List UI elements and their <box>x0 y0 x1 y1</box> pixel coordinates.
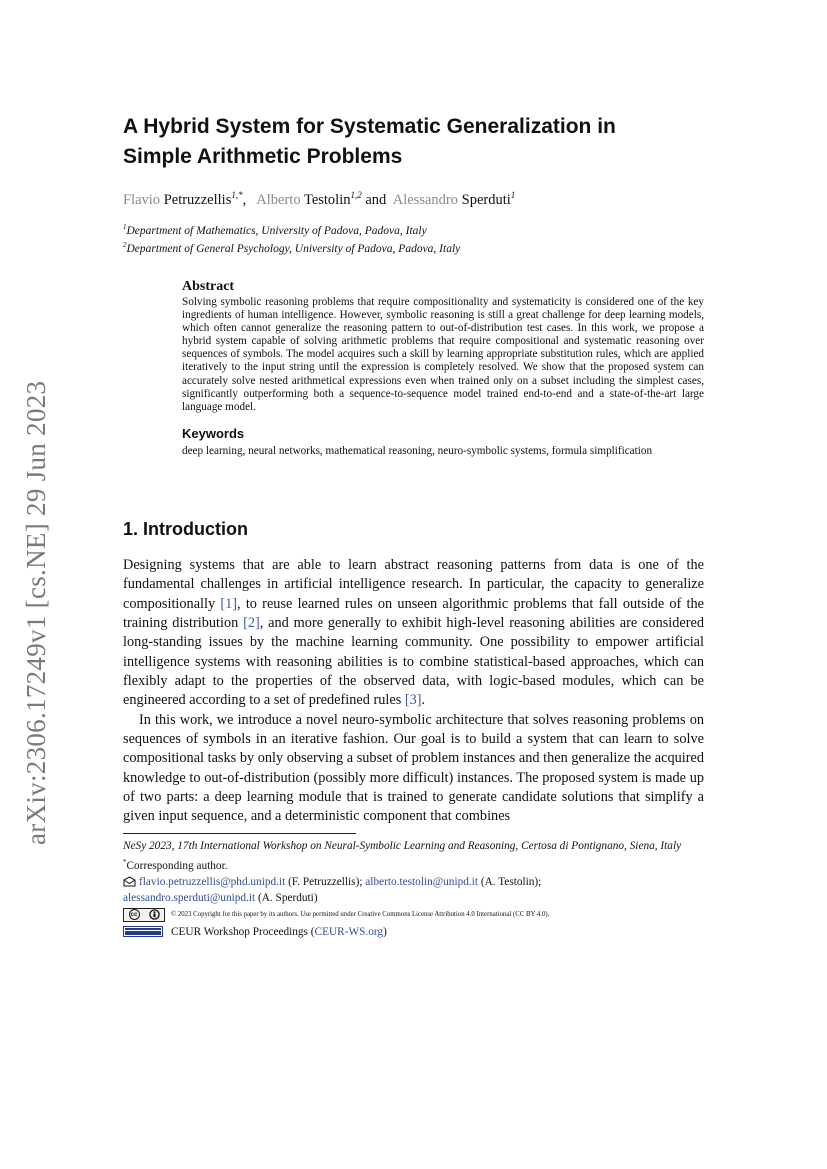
paper-title <box>123 112 723 172</box>
proceedings-row: CEUR Workshop Proceedings ( CEUR-WS.org ) <box>123 924 708 940</box>
keywords-text: deep learning, neural networks, mathematical reasoning, neuro-symbolic systems, formula simplification <box>182 444 653 457</box>
introduction-heading: 1. Introduction <box>123 519 248 539</box>
keywords-heading: Keywords <box>182 425 245 441</box>
citation-link[interactable]: [1] <box>220 595 238 612</box>
affiliation-2: $^2$Department of General Psychology, University of Padova, Padova, Italy <box>123 241 461 255</box>
footnote-divider <box>123 833 356 834</box>
license-row <box>123 908 708 922</box>
abstract-section <box>182 278 704 458</box>
cc-by-badge-icon: cc <box>123 908 165 922</box>
citation-link[interactable]: [2] <box>243 615 260 632</box>
intro-paragraph-1: Designing systems that are able to learn abstract reasoning patterns from data is one of the fundamental challenges in artificial intelligence research. In particular, the capacity to generalize compositionally [1], to reuse learned rules on unseen algorithmic problems that fall outside of the training distribution [2], and more generally to exhibit high-level reasoning abilities are considered long-standing issues by the machine learning community. One possibility to empower artificial intelligence systems with reasoning abilities is to combine statistical-based approaches, which can flexibly adapt to the properties of the observed data, with logic-based modules, which can be engineered according to a set of predefined rules [3]. <box>123 557 704 709</box>
introduction-body <box>123 556 704 827</box>
author-3: Alessandro Sperduti$^1$ <box>392 190 516 208</box>
arxiv-identifier: arXiv:2306.17249v1 [cs.NE] 29 Jun 2023 <box>21 380 51 845</box>
venue-note: NeSy 2023, 17th International Workshop on Neural-Symbolic Learning and Reasoning, Certosa di Pontignano, Siena, Italy <box>123 840 682 852</box>
corresponding-note: *Corresponding author. <box>123 858 228 872</box>
person-icon <box>149 909 160 920</box>
affiliation-1: $^1$Department of Mathematics, University of Padova, Padova, Italy <box>123 223 427 237</box>
author-1: Flavio Petruzzellis$^{1,*}$ <box>123 190 243 208</box>
footnotes <box>123 838 708 940</box>
author-2: Alberto Testolin$^{1,2}$ <box>256 190 362 208</box>
email-link-petruzzellis[interactable]: flavio.petruzzellis@phd.unipd.it <box>139 875 286 888</box>
ceur-link[interactable]: CEUR-WS.org <box>314 925 384 938</box>
intro-paragraph-2: In this work, we introduce a novel neuro-symbolic architecture that solves reasoning problems on sequences of symbols in an iterative fashion. Our goal is to build a system that can learn to solve compositional tasks by only observing a subset of problem instances and then generalize the acquired knowledge to out-of-distribution (possibly more difficult) instances. The proposed system is made up of two parts: a deep learning module that is trained to generate candidate solutions that simplify a given input sequence, and a deterministic component that combines <box>123 711 704 825</box>
author-list: Flavio Petruzzellis$^{1,*}$, Alberto Testolin$^{1,2}$ and Alessandro Sperduti$^1$ <box>123 190 516 208</box>
title-line-1: A Hybrid System for Systematic Generalization in <box>123 115 616 138</box>
email-note: flavio.petruzzellis@phd.unipd.it (F. Petruzzellis); alberto.testolin@unipd.it (A. Testolin); alessandro.sperduti@unipd.it (A. Sperduti) <box>123 875 542 904</box>
email-link-testolin[interactable]: alberto.testolin@unipd.it <box>365 875 478 888</box>
abstract-text: Solving symbolic reasoning problems that require compositionality and systematicity is considered one of the key ingredients of human intelligence. However, symbolic reasoning is still a great challenge for deep learning models, which often cannot generalize the reasoning pattern to out-of-distribution test cases. In this work, we propose a hybrid system capable of solving arithmetic problems that require compositional and systematic reasoning over sequences of symbols. The model acquires such a skill by learning appropriate substitution rules, which are applied iteratively to the input string until the expression is completely resolved. We show that the proposed system can accurately solve nested arithmetical expressions even when trained only on a subset including the simplest cases, significantly outperforming both a sequence-to-sequence model trained end-to-end and a state-of-the-art large language model. <box>182 296 704 413</box>
title-line-2: Simple Arithmetic Problems <box>123 145 403 168</box>
ceur-logo-icon <box>123 926 163 937</box>
abstract-heading: Abstract <box>182 279 235 294</box>
envelope-icon <box>123 876 136 887</box>
email-link-sperduti[interactable]: alessandro.sperduti@unipd.it <box>123 891 256 904</box>
citation-link[interactable]: [3] <box>404 692 422 709</box>
license-text: © 2023 Copyright for this paper by its authors. Use permitted under Creative Commons License Attribution 4.0 International (CC BY 4.0). <box>171 910 550 918</box>
